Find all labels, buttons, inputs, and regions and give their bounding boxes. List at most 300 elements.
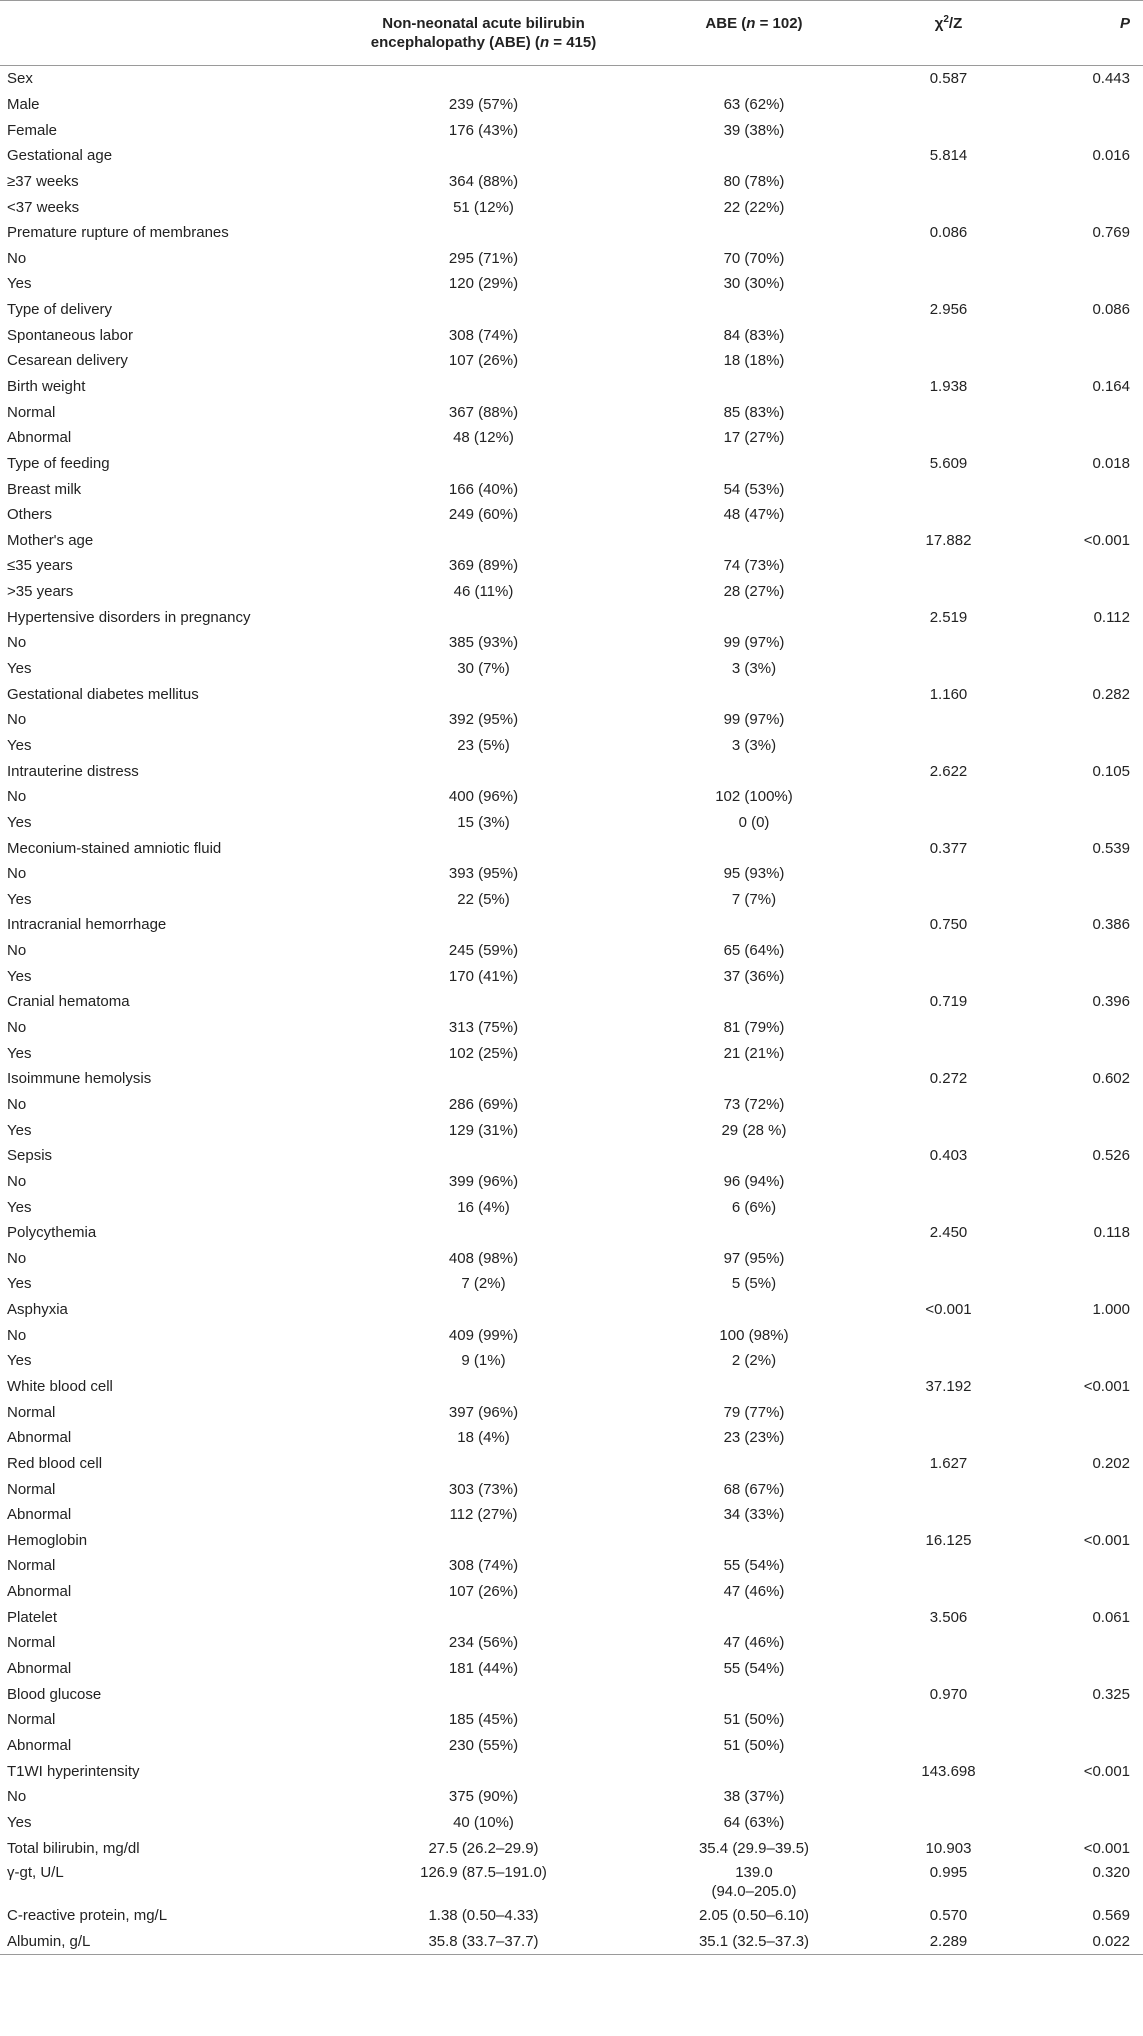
row-label: Type of delivery [7, 301, 113, 319]
p-value [1021, 1092, 1143, 1118]
table-row [0, 502, 1143, 528]
table-row [0, 1194, 1143, 1220]
non-abe-value [335, 1297, 632, 1323]
abe-value: 68 (67%) [723, 1480, 785, 1498]
row-label: Premature rupture of membranes [7, 224, 229, 242]
test-statistic: 143.698 [921, 1762, 976, 1780]
p-value: 0.396 [1092, 993, 1130, 1011]
non-abe-value: 107 (26%) [448, 352, 519, 370]
header-p-value: P [1021, 1, 1143, 66]
abe-value: 3 (3%) [731, 736, 777, 754]
abe-value: 3 (3%) [731, 660, 777, 678]
p-value: 0.061 [1092, 1608, 1130, 1626]
table-row [0, 1143, 1143, 1169]
table-row [0, 1707, 1143, 1733]
p-value [1021, 1553, 1143, 1579]
test-statistic [876, 1194, 1021, 1220]
p-value [1021, 1194, 1143, 1220]
table-row [0, 758, 1143, 784]
test-statistic [876, 630, 1021, 656]
test-statistic [876, 1630, 1021, 1656]
test-statistic [876, 1784, 1021, 1810]
p-value [1021, 1579, 1143, 1605]
table-row [0, 1835, 1143, 1861]
abe-value [632, 1066, 876, 1092]
non-abe-value: 1.38 (0.50–4.33) [428, 1907, 539, 1925]
abe-value: 139.0 (94.0–205.0) [711, 1863, 797, 1900]
abe-value: 55 (54%) [723, 1660, 785, 1678]
abe-value: 28 (27%) [723, 583, 785, 601]
test-statistic: 1.160 [929, 685, 968, 703]
p-value [1021, 1476, 1143, 1502]
abe-value: 39 (38%) [723, 121, 785, 139]
table-row [0, 1066, 1143, 1092]
row-label: ≥37 weeks [7, 172, 79, 190]
abe-value: 97 (95%) [723, 1249, 785, 1267]
abe-value: 65 (64%) [723, 942, 785, 960]
row-label: Intrauterine distress [7, 762, 139, 780]
non-abe-value [335, 66, 632, 92]
p-value [1021, 810, 1143, 836]
table-row [0, 169, 1143, 195]
abe-value: 37 (36%) [723, 967, 785, 985]
non-abe-value [335, 1220, 632, 1246]
p-value [1021, 1733, 1143, 1759]
test-statistic: 0.970 [929, 1685, 968, 1703]
table-row [0, 220, 1143, 246]
abe-value [632, 66, 876, 92]
table-row [0, 1681, 1143, 1707]
abe-value [632, 220, 876, 246]
test-statistic: 37.192 [925, 1377, 972, 1395]
p-value: 0.105 [1092, 762, 1130, 780]
table-row [0, 1348, 1143, 1374]
row-label: Yes [7, 1044, 32, 1062]
table-row [0, 604, 1143, 630]
table-row [0, 1784, 1143, 1810]
abe-value: 63 (62%) [723, 95, 785, 113]
abe-value [632, 681, 876, 707]
p-value: 0.022 [1021, 1928, 1143, 1954]
p-value: 0.526 [1092, 1147, 1130, 1165]
test-statistic [876, 707, 1021, 733]
p-value [1021, 1707, 1143, 1733]
p-value [1021, 1399, 1143, 1425]
p-value [1021, 630, 1143, 656]
non-abe-value: 385 (93%) [448, 634, 519, 652]
p-value: <0.001 [1083, 1531, 1130, 1549]
non-abe-value: 313 (75%) [448, 1019, 519, 1037]
test-statistic [876, 117, 1021, 143]
p-value [1021, 271, 1143, 297]
row-label: Yes [7, 967, 32, 985]
row-label: Sepsis [7, 1147, 53, 1165]
abe-value: 38 (37%) [723, 1788, 785, 1806]
abe-value: 0 (0) [738, 813, 770, 831]
table-row [0, 1903, 1143, 1929]
table-row [0, 784, 1143, 810]
test-statistic: 5.609 [929, 454, 968, 472]
non-abe-value: 22 (5%) [457, 890, 510, 908]
non-abe-value: 369 (89%) [448, 557, 519, 575]
p-value [1021, 553, 1143, 579]
test-statistic: 2.622 [929, 762, 968, 780]
non-abe-value: 393 (95%) [448, 865, 519, 883]
row-label: No [7, 788, 27, 806]
abe-value [632, 451, 876, 477]
p-value [1021, 1348, 1143, 1374]
row-label: Hypertensive disorders in pregnancy [7, 608, 251, 626]
abe-value [632, 758, 876, 784]
non-abe-value: 295 (71%) [448, 249, 519, 267]
p-value [1021, 1271, 1143, 1297]
non-abe-value [335, 297, 632, 323]
table-row [0, 271, 1143, 297]
p-value [1021, 1810, 1143, 1836]
p-value [1021, 425, 1143, 451]
table-row [0, 1297, 1143, 1323]
table-row [0, 835, 1143, 861]
row-label: γ-gt, U/L [7, 1863, 64, 1881]
row-label: >35 years [7, 583, 74, 601]
test-statistic [876, 784, 1021, 810]
p-value: 0.112 [1093, 608, 1130, 626]
row-label: No [7, 1019, 27, 1037]
abe-value: 54 (53%) [723, 480, 785, 498]
test-statistic: 2.450 [929, 1224, 968, 1242]
table-row [0, 1553, 1143, 1579]
test-statistic: 0.403 [929, 1147, 968, 1165]
table-row [0, 528, 1143, 554]
table-row [0, 887, 1143, 913]
non-abe-value: 234 (56%) [448, 1634, 519, 1652]
test-statistic [876, 1271, 1021, 1297]
table-row [0, 194, 1143, 220]
row-label: Abnormal [7, 1736, 72, 1754]
p-value: 1.000 [1092, 1301, 1130, 1319]
p-value: <0.001 [1083, 1839, 1130, 1857]
table-row [0, 733, 1143, 759]
table-row [0, 1528, 1143, 1554]
table-row [0, 707, 1143, 733]
abe-value: 74 (73%) [723, 557, 785, 575]
row-label: <37 weeks [7, 198, 80, 216]
non-abe-value: 400 (96%) [448, 788, 519, 806]
row-label: Normal [7, 1557, 56, 1575]
test-statistic: 0.719 [929, 993, 968, 1011]
abe-value: 21 (21%) [723, 1044, 785, 1062]
table-row [0, 1015, 1143, 1041]
non-abe-value: 367 (88%) [448, 403, 519, 421]
table-row [0, 92, 1143, 118]
table-row [0, 1604, 1143, 1630]
row-label: Normal [7, 1634, 56, 1652]
test-statistic [876, 1502, 1021, 1528]
abe-value: 22 (22%) [723, 198, 785, 216]
abe-value: 55 (54%) [723, 1557, 785, 1575]
test-statistic: 0.272 [929, 1070, 968, 1088]
row-label: ≤35 years [7, 557, 73, 575]
non-abe-value [335, 604, 632, 630]
table-row [0, 656, 1143, 682]
test-statistic: 2.956 [929, 301, 968, 319]
abe-value: 99 (97%) [723, 711, 785, 729]
p-value [1021, 656, 1143, 682]
test-statistic [876, 938, 1021, 964]
p-value: 0.325 [1092, 1685, 1130, 1703]
abe-value [632, 1758, 876, 1784]
abe-value [632, 989, 876, 1015]
test-statistic [876, 1117, 1021, 1143]
p-value [1021, 194, 1143, 220]
abe-value [632, 1451, 876, 1477]
table-header [0, 1, 1143, 66]
p-value [1021, 784, 1143, 810]
row-label: Yes [7, 890, 32, 908]
test-statistic [876, 194, 1021, 220]
abe-value [632, 912, 876, 938]
abe-value: 17 (27%) [723, 429, 785, 447]
test-statistic [876, 1015, 1021, 1041]
test-statistic: 0.995 [929, 1863, 968, 1881]
row-label: Gestational diabetes mellitus [7, 685, 199, 703]
row-label: No [7, 1249, 27, 1267]
abe-value: 35.1 (32.5–37.3) [632, 1928, 876, 1954]
test-statistic [876, 1476, 1021, 1502]
table-row [0, 912, 1143, 938]
test-statistic [876, 348, 1021, 374]
table-row [0, 348, 1143, 374]
test-statistic: 0.377 [929, 839, 968, 857]
test-statistic [876, 579, 1021, 605]
non-abe-value: 364 (88%) [448, 172, 519, 190]
abe-value: 95 (93%) [723, 865, 785, 883]
row-label: No [7, 249, 27, 267]
test-statistic: 5.814 [929, 147, 968, 165]
row-label: Mother's age [7, 531, 94, 549]
abe-value [632, 1143, 876, 1169]
table-row [0, 399, 1143, 425]
table-row [0, 1656, 1143, 1682]
non-abe-value [335, 1451, 632, 1477]
p-value: 0.539 [1092, 839, 1130, 857]
row-label: Yes [7, 736, 32, 754]
header-abe-group: ABE (n = 102) [632, 1, 876, 66]
test-statistic [876, 1245, 1021, 1271]
non-abe-value: 308 (74%) [448, 326, 519, 344]
non-abe-value: 102 (25%) [448, 1044, 519, 1062]
row-label: Yes [7, 660, 32, 678]
p-value: 0.086 [1092, 301, 1130, 319]
table-row [0, 117, 1143, 143]
row-label: Yes [7, 1198, 32, 1216]
row-label: Platelet [7, 1608, 58, 1626]
row-label: No [7, 1326, 27, 1344]
abe-value: 96 (94%) [723, 1172, 785, 1190]
test-statistic [876, 1322, 1021, 1348]
abe-value: 35.4 (29.9–39.5) [698, 1839, 810, 1857]
test-statistic [876, 425, 1021, 451]
table-row [0, 1861, 1143, 1903]
abe-value [632, 297, 876, 323]
non-abe-value: 286 (69%) [448, 1095, 519, 1113]
p-value [1021, 1117, 1143, 1143]
p-value [1021, 169, 1143, 195]
test-statistic: 0.587 [929, 70, 968, 88]
p-value [1021, 92, 1143, 118]
test-statistic [876, 887, 1021, 913]
test-statistic [876, 1733, 1021, 1759]
row-label: Yes [7, 1352, 32, 1370]
non-abe-value [335, 835, 632, 861]
row-label: Type of feeding [7, 454, 110, 472]
non-abe-value [335, 912, 632, 938]
p-value: <0.001 [1083, 1377, 1130, 1395]
non-abe-value [335, 989, 632, 1015]
row-label: Male [7, 95, 40, 113]
row-label: Yes [7, 275, 32, 293]
table-row [0, 1579, 1143, 1605]
table-row [0, 553, 1143, 579]
p-value [1021, 861, 1143, 887]
test-statistic [876, 1399, 1021, 1425]
p-value [1021, 1040, 1143, 1066]
p-value [1021, 1245, 1143, 1271]
non-abe-value: 30 (7%) [457, 660, 510, 678]
test-statistic: 1.938 [929, 378, 968, 395]
non-abe-value: 27.5 (26.2–29.9) [428, 1839, 539, 1857]
row-label: Cranial hematoma [7, 993, 130, 1011]
p-value: 0.018 [1092, 454, 1130, 472]
row-label: Polycythemia [7, 1224, 97, 1242]
non-abe-value: 46 (11%) [453, 583, 514, 601]
row-label: Normal [7, 1711, 56, 1729]
test-statistic [876, 1092, 1021, 1118]
test-statistic [876, 963, 1021, 989]
non-abe-value [335, 681, 632, 707]
row-label: No [7, 711, 27, 729]
abe-value: 70 (70%) [723, 249, 785, 267]
row-label: Blood glucose [7, 1685, 102, 1703]
table-row [0, 1425, 1143, 1451]
non-abe-value [335, 1681, 632, 1707]
test-statistic [876, 476, 1021, 502]
p-value [1021, 322, 1143, 348]
row-label: Hemoglobin [7, 1531, 88, 1549]
p-value: 0.016 [1092, 147, 1130, 165]
table-row [0, 1399, 1143, 1425]
p-value: 0.569 [1092, 1907, 1130, 1925]
abe-value: 23 (23%) [723, 1429, 785, 1447]
row-label: Abnormal [7, 1506, 72, 1524]
row-label: Asphyxia [7, 1301, 68, 1319]
abe-value: 2 (2%) [731, 1352, 777, 1370]
abe-value: 34 (33%) [723, 1506, 785, 1524]
p-value [1021, 1502, 1143, 1528]
p-value [1021, 1784, 1143, 1810]
table-row [0, 1374, 1143, 1400]
non-abe-value: 303 (73%) [448, 1480, 519, 1498]
row-label: Abnormal [7, 429, 72, 447]
p-value: 0.118 [1093, 1224, 1130, 1242]
table-row [0, 322, 1143, 348]
table-row [0, 245, 1143, 271]
non-abe-value: 392 (95%) [448, 711, 519, 729]
header-test-statistic: $\chi^2/Z$ [876, 1, 1021, 66]
abe-value: 51 (50%) [723, 1736, 785, 1754]
non-abe-value [335, 1066, 632, 1092]
row-label: Abnormal [7, 1429, 72, 1447]
non-abe-value: 107 (26%) [448, 1583, 519, 1601]
row-label: Normal [7, 1403, 56, 1421]
row-label: Gestational age [7, 147, 113, 165]
p-value: 0.386 [1092, 916, 1130, 934]
table-row [0, 1451, 1143, 1477]
header-non-abe-group: Non-neonatal acute bilirubin encephalopathy (ABE) (n = 415) [335, 1, 632, 66]
row-label: Abnormal [7, 1660, 72, 1678]
non-abe-value [335, 1528, 632, 1554]
abe-value: 29 (28 %) [721, 1121, 787, 1139]
non-abe-value [335, 1604, 632, 1630]
abe-value [632, 1528, 876, 1554]
non-abe-value: 16 (4%) [457, 1198, 510, 1216]
row-label: No [7, 1095, 27, 1113]
non-abe-value [335, 1143, 632, 1169]
non-abe-value [335, 374, 632, 400]
non-abe-value: 126.9 (87.5–191.0) [420, 1863, 547, 1881]
p-value [1021, 1015, 1143, 1041]
test-statistic [876, 169, 1021, 195]
p-value: 0.282 [1092, 685, 1130, 703]
table-row [0, 1092, 1143, 1118]
test-statistic [876, 1579, 1021, 1605]
row-label: No [7, 634, 27, 652]
row-label: Normal [7, 1480, 56, 1498]
row-label: Spontaneous labor [7, 326, 133, 344]
header-row [0, 1, 1143, 66]
table-row [0, 1502, 1143, 1528]
abe-value: 85 (83%) [723, 403, 785, 421]
abe-value: 80 (78%) [723, 172, 785, 190]
p-value [1021, 938, 1143, 964]
header-variable [0, 1, 335, 66]
p-value: 0.202 [1092, 1454, 1130, 1472]
row-label: No [7, 1788, 27, 1806]
abe-value [632, 1604, 876, 1630]
test-statistic [876, 861, 1021, 887]
abe-value: 6 (6%) [731, 1198, 777, 1216]
p-value [1021, 348, 1143, 374]
table-row [0, 1220, 1143, 1246]
p-value [1021, 245, 1143, 271]
non-abe-value [335, 528, 632, 554]
p-value: <0.001 [1083, 531, 1130, 549]
p-value [1021, 1322, 1143, 1348]
table-row [0, 1271, 1143, 1297]
abe-value: 18 (18%) [723, 352, 785, 370]
non-abe-value: 375 (90%) [448, 1788, 519, 1806]
table-row [0, 861, 1143, 887]
non-abe-value [335, 143, 632, 169]
row-label: Total bilirubin, mg/dl [7, 1839, 140, 1857]
p-value: <0.001 [1083, 1762, 1130, 1780]
non-abe-value: 170 (41%) [448, 967, 519, 985]
row-label: Albumin, g/L [0, 1928, 335, 1954]
test-statistic: 2.519 [929, 608, 968, 626]
abe-value [632, 604, 876, 630]
table-row [0, 1245, 1143, 1271]
table-row [0, 1810, 1143, 1836]
